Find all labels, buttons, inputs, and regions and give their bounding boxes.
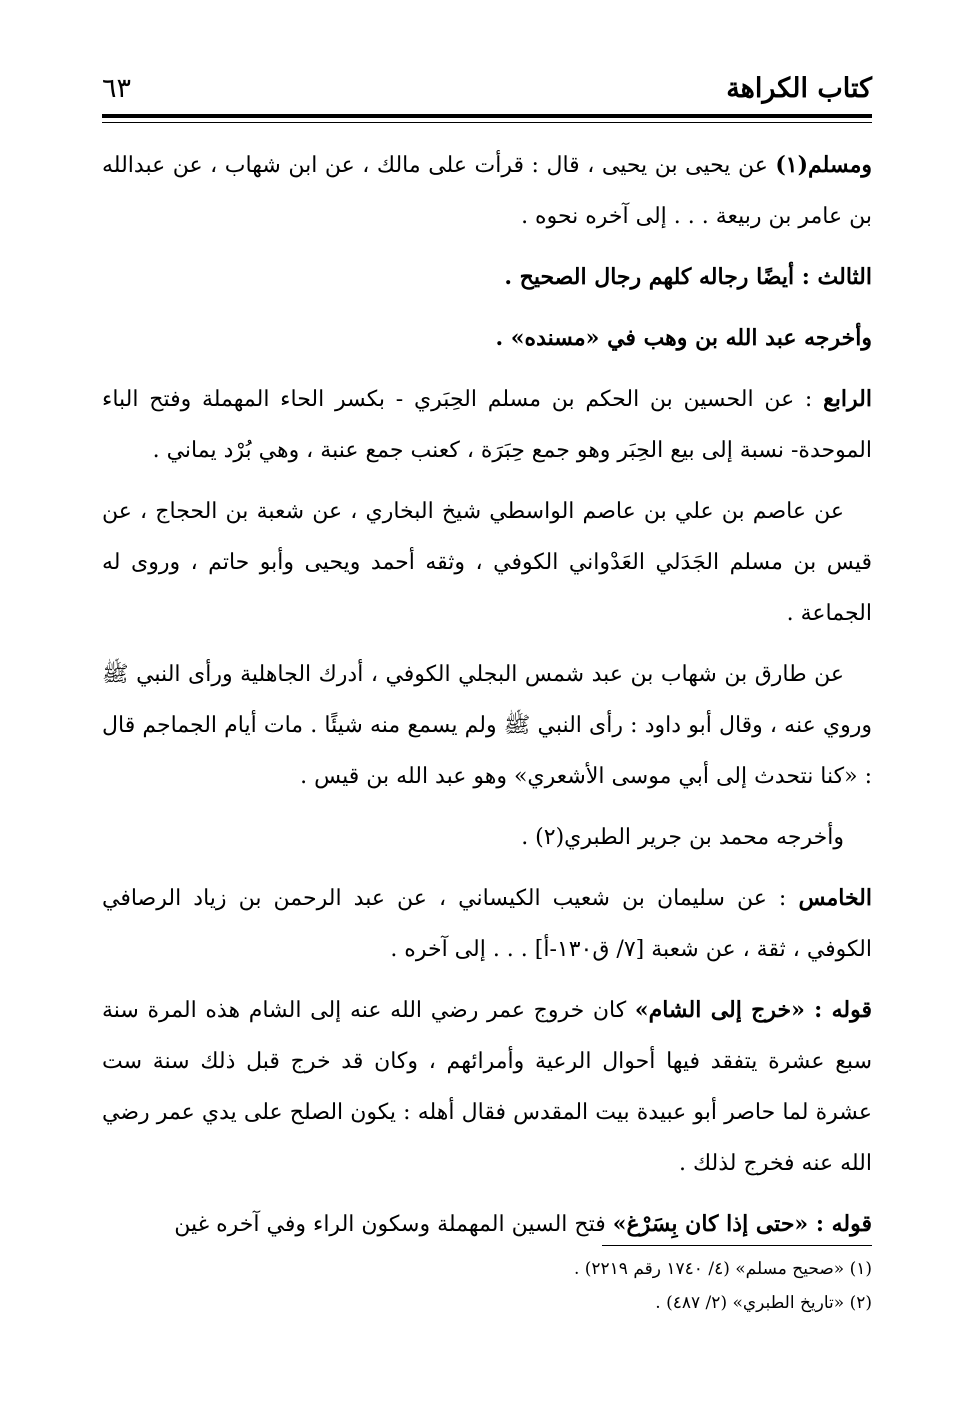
paragraph — [102, 252, 872, 303]
paragraph-text: فتح السين المهملة وسكون الراء وفي آخره غين — [174, 1212, 613, 1237]
paragraph-lead: الرابع — [823, 386, 872, 412]
paragraph — [102, 873, 872, 975]
paragraph-lead: الخامس — [798, 885, 872, 911]
footnote: (١) «صحيح مسلم» (٤/ ١٧٤٠ رقم ٢٢١٩) . — [573, 1259, 872, 1279]
paragraph — [102, 313, 872, 364]
paragraph-text: كان خروج عمر رضي الله عنه إلى الشام هذه المرة سنة سبع عشرة يتفقد فيها أحوال الرعية وأمرائهم ، وكان قد خرج قبل ذلك سنة ست عشرة لما حاصر أبو عبيدة بيت المقدس فقال أهله : يكون الصلح على يدي عمر رضي الله عنه فخرج لذلك . — [102, 998, 872, 1176]
paragraph-lead: قوله : «خرج إلى الشام» — [634, 997, 873, 1023]
header-rule-thin — [102, 122, 872, 123]
paragraph-text: عن عاصم بن علي بن عاصم الواسطي شيخ البخاري ، عن شعبة بن الحجاج ، عن قيس بن مسلم الجَدَلي العَدْواني الكوفي ، وثقه أحمد ويحيى وأبو حاتم ، وروى له الجماعة . — [102, 499, 872, 626]
paragraph — [102, 985, 872, 1189]
paragraph-text: : عن سليمان بن شعيب الكيساني ، عن عبد الرحمن بن زياد الرصافي الكوفي ، ثقة ، عن شعبة [٧/ ق١٣٠-أ] . . . إلى آخره . — [102, 886, 872, 962]
page-header — [102, 66, 872, 110]
paragraph — [102, 812, 872, 863]
paragraph-text: عن طارق بن شهاب بن عبد شمس البجلي الكوفي ، أدرك الجاهلية ورأى النبي ﷺ وروي عنه ، وقال أبو داود : رأى النبي ﷺ ولم يسمع منه شيئًا . مات أيام الجماجم قال : «كنا نتحدث إلى أبي موسى الأشعري» وهو عبد الله بن قيس . — [102, 662, 872, 789]
footnote-separator — [602, 1245, 872, 1246]
header-rule-thick — [102, 114, 872, 118]
running-title: كتاب الكراهة — [726, 72, 872, 104]
footnote: (٢) «تاريخ الطبري» (٢/ ٤٨٧) . — [655, 1293, 872, 1313]
paragraph — [102, 649, 872, 802]
paragraph-text: وأخرجه محمد بن جرير الطبري(٢) . — [521, 825, 844, 850]
footnotes — [102, 1252, 872, 1320]
paragraph-lead: وأخرجه عبد الله بن وهب في «مسنده» . — [495, 325, 872, 351]
paragraph — [102, 374, 872, 476]
paragraph-lead: الثالث : أيضًا رجاله كلهم رجال الصحيح . — [504, 264, 872, 290]
paragraph-lead: ومسلم(١) — [775, 152, 872, 178]
paragraph-lead: قوله : «حتى إذا كان بِسَرْغ» — [612, 1211, 872, 1237]
paragraph — [102, 1199, 872, 1250]
page-number: ٦٣ — [102, 72, 132, 104]
paragraph — [102, 486, 872, 639]
paragraph-text: : عن الحسين بن الحكم بن مسلم الحِبَري - بكسر الحاء المهملة وفتح الباء الموحدة- نسبة إلى بيع الحِبَر وهو جمع حِبَرَة ، كعنب جمع عنبة ، وهي بُرْد يماني . — [102, 387, 872, 463]
page-body — [102, 140, 872, 1260]
paragraph — [102, 140, 872, 242]
paragraph-text: عن يحيى بن يحيى ، قال : قرأت على مالك ، عن ابن شهاب ، عن عبدالله بن عامر بن ربيعة . . . إلى آخره نحوه . — [102, 153, 872, 229]
